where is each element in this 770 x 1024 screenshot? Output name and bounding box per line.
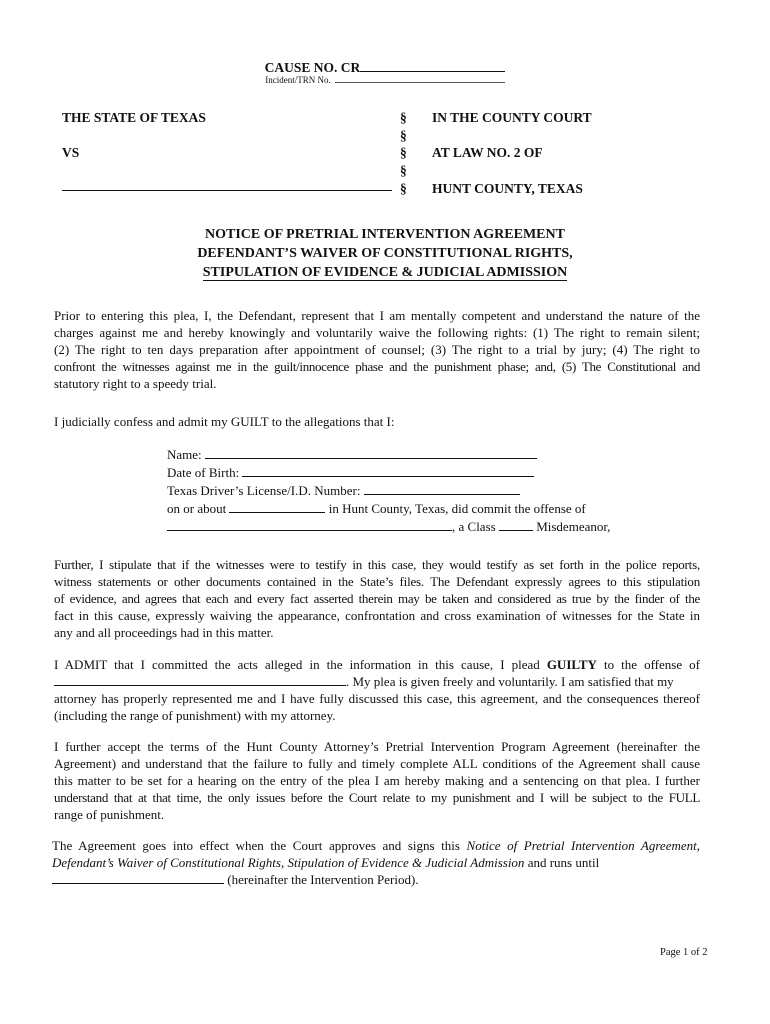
effective-paragraph [52,837,700,888]
class-prefix: , a Class [452,519,496,534]
caption-state: THE STATE OF TEXAS [62,110,206,125]
dob-field-row [167,464,534,482]
incident-number-field[interactable] [335,82,505,83]
waiver-line: (2) The right to ten days preparation after appointment of counsel; (3) The right to a trial by jury; (4) The right to [54,342,700,357]
caption-court: IN THE COUNTY COURT [432,110,592,125]
waiver-line: charges against me and hereby knowingly and voluntarily waive the following rights: (1) The right to remain silent; [54,325,700,340]
caption-court-number: AT LAW NO. 2 OF [432,145,543,160]
waiver-line: confront the witnesses against me in the guilt/innocence phase and the punishment phase; and, (5) The Constitutional and [54,359,700,374]
page-number: Page 1 of 2 [660,947,708,958]
effective-line [52,854,700,871]
offense-input[interactable] [167,519,452,531]
section-mark: § [400,110,407,125]
incident-number [0,75,770,85]
admission-text: . My plea is given freely and voluntarily. I am satisfied that my [346,674,674,689]
on-or-about-label: on or about [167,501,227,516]
dl-field-row [167,482,520,500]
stipulation-line: any and all proceedings had in this matter. [54,625,274,640]
agreement-paragraph [54,738,700,823]
section-mark: § [400,163,407,178]
agreement-line: understand that at that time, the only issues before the Court relate to my punishment and I will be subject to the FULL [54,790,700,805]
title-line-1: NOTICE OF PRETRIAL INTERVENTION AGREEMENT [205,227,565,242]
section-mark: § [400,181,407,196]
admission-text: to the offense of [603,657,700,672]
admission-paragraph [54,656,700,724]
title-line-3-text: STIPULATION OF EVIDENCE & JUDICIAL ADMISSION [202,265,568,280]
effective-text: The Agreement goes into effect when the Court approves and signs this [52,838,460,853]
stipulation-line: fact in this cause, expressly waiving the appearance, confrontation and cross examination of witnesses for the State in [54,608,700,623]
offense-row [167,518,610,536]
agreement-line: range of punishment. [54,807,165,822]
intervention-end-input[interactable] [52,873,224,884]
effective-line [52,871,700,888]
cause-number-field[interactable] [360,71,505,72]
name-field-row [167,446,537,464]
guilty-text: GUILTY [546,657,597,672]
agreement-line: I further accept the terms of the Hunt County Attorney’s Pretrial Intervention Program Agreement (hereinafter the [54,739,700,754]
cause-number [0,60,770,76]
effective-text: (hereinafter the Intervention Period). [227,872,419,887]
offense-date-row [167,500,586,518]
caption-county: HUNT COUNTY, TEXAS [432,181,583,196]
document-title-italic: Defendant’s Waiver of Constitutional Rights, Stipulation of Evidence & Judicial Admission [52,855,525,870]
admission-line: attorney has properly represented me and I have fully discussed this case, this agreement, and the consequences thereof [54,691,700,706]
class-input[interactable] [499,519,533,531]
dob-input[interactable] [242,465,534,477]
dl-input[interactable] [364,483,520,495]
document-title-italic: Notice of Pretrial Intervention Agreement, [466,838,700,853]
section-mark: § [400,128,407,143]
waiver-line: statutory right to a speedy trial. [54,376,217,391]
admission-line: (including the range of punishment) with my attorney. [54,708,336,723]
effective-text: and runs until [527,855,600,870]
admission-line [54,673,700,690]
offense-date-input[interactable] [229,501,325,513]
waiver-paragraph [54,307,700,392]
name-label: Name: [167,447,202,462]
caption-vs: VS [62,145,80,160]
stipulation-line: witness statements or other documents contained in the State’s files. The Defendant expressly agrees to this stipulation [54,574,700,589]
defendant-name-line[interactable] [62,190,392,191]
stipulation-line: Further, I stipulate that if the witnesses were to testify in this case, they would testify as set forth in the police reports, [54,557,700,572]
cause-label: CAUSE NO. CR [264,60,361,75]
name-input[interactable] [205,447,537,459]
agreement-line: this matter to be set for a hearing on the entry of the plea I am hereby making and a sentencing on that plea. I further [54,773,700,788]
admission-text: I ADMIT that I committed the acts alleged in the information in this cause, I plead [54,657,540,672]
stipulation-line: of evidence, and agrees that each and every fact asserted therein may be taken and considered as true by the finder of the [54,591,700,606]
stipulation-paragraph [54,556,700,641]
plea-offense-input[interactable] [54,675,346,686]
dl-label: Texas Driver’s License/I.D. Number: [167,483,361,498]
admission-line [54,656,700,673]
misdemeanor-label: Misdemeanor, [536,519,611,534]
confession-text: I judicially confess and admit my GUILT to the allegations that I: [54,414,395,429]
dob-label: Date of Birth: [167,465,240,480]
incident-label: Incident/TRN No. [265,75,331,85]
agreement-line: Agreement) and understand that the failure to fully and timely complete ALL conditions of the Agreement shall cause [54,756,700,771]
title-line-2: DEFENDANT’S WAIVER OF CONSTITUTIONAL RIGHTS, [197,246,573,261]
title-line-3 [0,265,770,281]
hunt-county-text: in Hunt County, Texas, did commit the offense of [328,501,586,516]
section-mark: § [400,145,407,160]
waiver-line: Prior to entering this plea, I, the Defendant, represent that I am mentally competent and understand the nature of the [54,308,700,323]
effective-line [52,837,700,854]
